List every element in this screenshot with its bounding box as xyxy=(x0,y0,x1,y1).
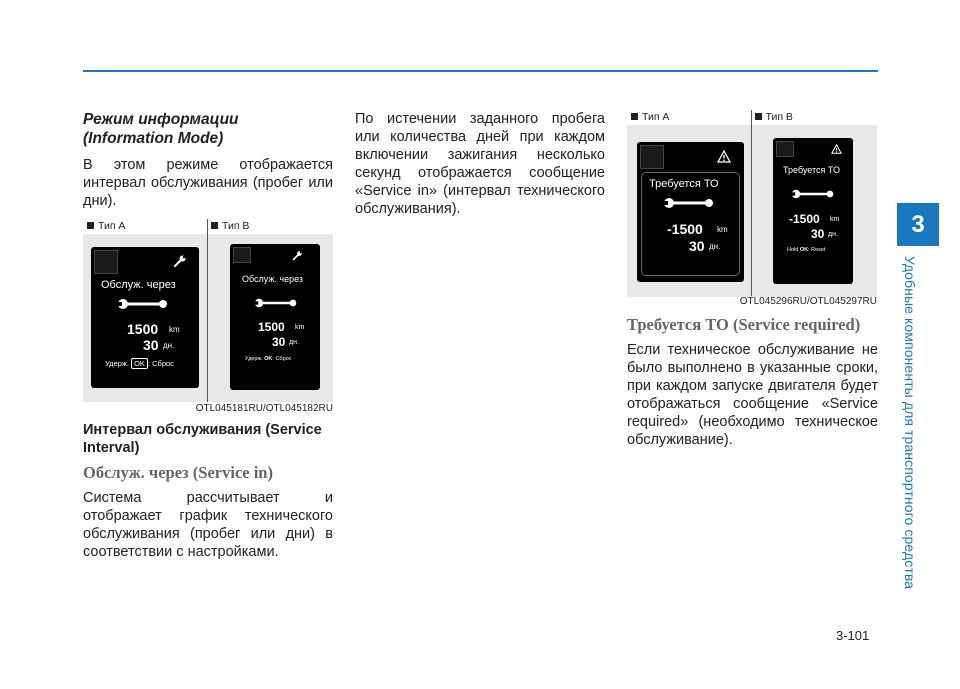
blank-indicator xyxy=(640,145,664,169)
warning-icon xyxy=(831,144,842,154)
screen-days-unit: дн. xyxy=(163,341,175,350)
blank-indicator xyxy=(776,141,794,157)
chapter-number-tab: 3 xyxy=(897,203,939,246)
screen-km-unit: km xyxy=(169,325,180,334)
column-2 xyxy=(355,110,605,218)
screen-days-value: 30 xyxy=(143,337,159,353)
subsection-heading: Интервал обслуживания (Service Interval) xyxy=(83,422,322,456)
body-paragraph: Если техническое обслуживание не было выполнено в указанные сроки, при каждом запуске двигателя будет отображаться сообщение «Service required» (необходимо техническое обслуживание). xyxy=(627,342,878,448)
wrench-icon xyxy=(117,297,169,311)
wrench-icon xyxy=(254,297,298,309)
screen-km-unit: km xyxy=(717,225,728,234)
cluster-screen-b xyxy=(773,138,853,284)
item-heading: Требуется ТО (Service required) xyxy=(627,315,861,334)
screen-days-unit: дн. xyxy=(289,339,299,346)
wrench-icon xyxy=(663,196,715,210)
screen-km-unit: km xyxy=(830,216,840,223)
figure-divider xyxy=(751,110,752,296)
screen-days-unit: дн. xyxy=(828,231,838,238)
wrench-icon xyxy=(292,250,303,261)
page-number: 3-101 xyxy=(836,628,870,643)
blank-indicator xyxy=(233,247,251,263)
screen-days-value: 30 xyxy=(272,335,286,349)
body-paragraph: По истечении заданного пробега или количества дней при каждом включении зажигания несколько секунд отображается сообщение «Service in» (интервал технического обслуживания). xyxy=(355,111,605,217)
figure-label-a: Тип A xyxy=(627,110,751,125)
item-heading: Обслуж. через (Service in) xyxy=(83,463,273,482)
screen-days-value: 30 xyxy=(811,227,825,241)
screen-title: Обслуж. через xyxy=(101,279,176,291)
chapter-side-title: Удобные компоненты для транспортного средства xyxy=(902,256,918,590)
screen-hint: Удерж. OK : Сброс xyxy=(105,359,174,368)
body-paragraph: Система рассчитывает и отображает график технического обслуживания (пробег или дни) в соответствии с настройками. xyxy=(83,490,333,560)
screen-km-value: 1500 xyxy=(127,321,159,337)
figure-code: OTL045296RU/OTL045297RU xyxy=(739,296,877,307)
warning-icon xyxy=(717,150,731,163)
wrench-icon xyxy=(173,254,187,268)
figure-service-required xyxy=(627,110,877,308)
section-heading: Режим информации (Information Mode) xyxy=(83,111,239,147)
cluster-screen-a xyxy=(637,142,744,282)
screen-title: Требуется ТО xyxy=(783,165,840,175)
screen-km-value: -1500 xyxy=(667,221,703,237)
cluster-screen-a xyxy=(91,247,199,388)
screen-hint: Hold OK: Reset xyxy=(787,247,826,253)
figure-label-a: Тип A xyxy=(83,219,207,234)
intro-paragraph: В этом режиме отображается интервал обслуживания (пробег или дни). xyxy=(83,157,333,209)
screen-days-value: 30 xyxy=(689,238,705,254)
cluster-screen-b xyxy=(230,244,320,390)
screen-km-value: 1500 xyxy=(258,320,285,334)
wrench-icon xyxy=(791,188,835,200)
header-rule xyxy=(83,70,878,72)
column-1 xyxy=(83,110,333,561)
blank-indicator xyxy=(94,250,118,274)
figure-code: OTL045181RU/OTL045182RU xyxy=(195,403,333,414)
screen-title: Обслуж. через xyxy=(242,274,304,284)
figure-divider xyxy=(207,219,208,402)
figure-label-b: Тип B xyxy=(207,219,333,234)
screen-km-unit: km xyxy=(295,324,305,331)
column-3 xyxy=(627,110,878,449)
screen-days-unit: дн. xyxy=(709,242,721,251)
screen-hint: Удерж. OK: Сброс xyxy=(245,356,292,362)
screen-title: Требуется ТО xyxy=(649,178,719,190)
figure-service-in xyxy=(83,219,333,415)
figure-label-b: Тип B xyxy=(751,110,878,125)
screen-km-value: -1500 xyxy=(789,212,820,226)
